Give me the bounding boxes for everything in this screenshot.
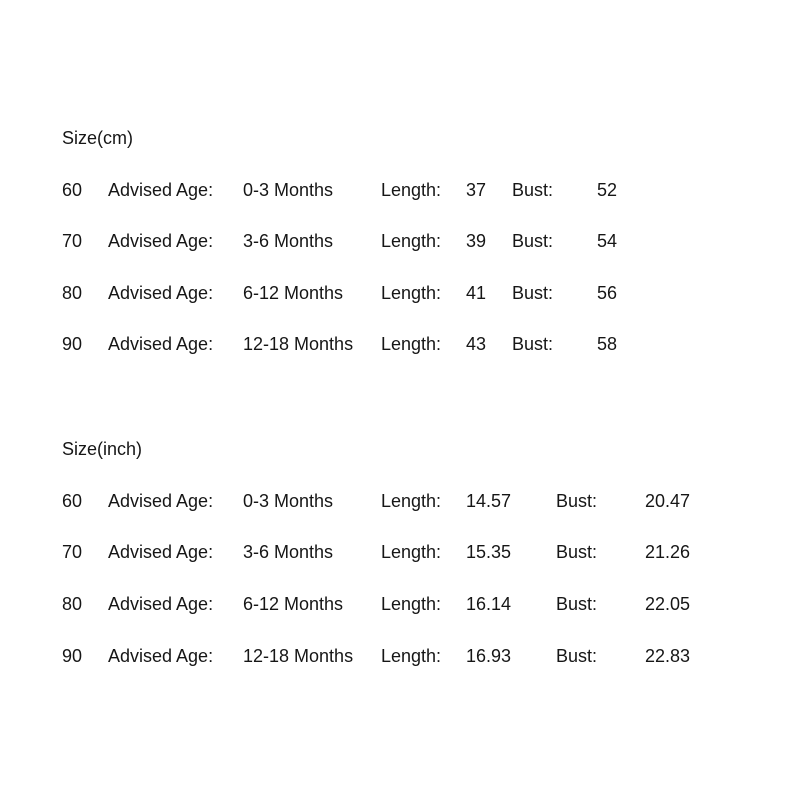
bust-value: 21.26	[645, 542, 691, 562]
size-value: 80	[62, 594, 83, 614]
age-value: 0-3 Months	[243, 491, 334, 511]
length-value: 15.35	[466, 542, 512, 562]
table-row	[0, 646, 800, 667]
table-row	[0, 491, 800, 512]
table-row	[0, 542, 800, 563]
age-value: 6-12 Months	[243, 283, 344, 303]
size-value: 70	[62, 542, 83, 562]
section-title-cm: Size(cm)	[62, 128, 133, 148]
bust-label: Bust:	[556, 491, 598, 511]
size-value: 90	[62, 646, 83, 666]
length-value: 14.57	[466, 491, 512, 511]
length-label: Length:	[381, 646, 442, 666]
section-title-inch: Size(inch)	[62, 439, 143, 459]
length-value: 16.14	[466, 594, 512, 614]
age-value: 12-18 Months	[243, 334, 354, 354]
bust-value: 22.83	[645, 646, 691, 666]
age-label: Advised Age:	[108, 283, 214, 303]
table-row	[0, 594, 800, 615]
size-value: 60	[62, 180, 83, 200]
table-row	[0, 180, 800, 201]
length-label: Length:	[381, 334, 442, 354]
age-value: 0-3 Months	[243, 180, 334, 200]
size-value: 90	[62, 334, 83, 354]
bust-value: 52	[597, 180, 618, 200]
bust-label: Bust:	[512, 180, 554, 200]
age-label: Advised Age:	[108, 646, 214, 666]
age-value: 6-12 Months	[243, 594, 344, 614]
bust-label: Bust:	[556, 542, 598, 562]
length-value: 43	[466, 334, 487, 354]
age-value: 12-18 Months	[243, 646, 354, 666]
bust-value: 22.05	[645, 594, 691, 614]
length-value: 16.93	[466, 646, 512, 666]
length-label: Length:	[381, 231, 442, 251]
table-row	[0, 231, 800, 252]
length-label: Length:	[381, 542, 442, 562]
age-label: Advised Age:	[108, 594, 214, 614]
size-value: 60	[62, 491, 83, 511]
age-value: 3-6 Months	[243, 231, 334, 251]
length-value: 41	[466, 283, 487, 303]
age-label: Advised Age:	[108, 231, 214, 251]
table-row	[0, 283, 800, 304]
bust-label: Bust:	[512, 231, 554, 251]
size-value: 80	[62, 283, 83, 303]
length-value: 39	[466, 231, 487, 251]
bust-label: Bust:	[512, 334, 554, 354]
length-label: Length:	[381, 283, 442, 303]
age-value: 3-6 Months	[243, 542, 334, 562]
age-label: Advised Age:	[108, 334, 214, 354]
bust-value: 20.47	[645, 491, 691, 511]
bust-value: 58	[597, 334, 618, 354]
table-row	[0, 334, 800, 355]
bust-label: Bust:	[556, 594, 598, 614]
length-value: 37	[466, 180, 487, 200]
bust-value: 54	[597, 231, 618, 251]
size-value: 70	[62, 231, 83, 251]
length-label: Length:	[381, 180, 442, 200]
age-label: Advised Age:	[108, 491, 214, 511]
bust-label: Bust:	[512, 283, 554, 303]
length-label: Length:	[381, 491, 442, 511]
bust-value: 56	[597, 283, 618, 303]
age-label: Advised Age:	[108, 542, 214, 562]
bust-label: Bust:	[556, 646, 598, 666]
age-label: Advised Age:	[108, 180, 214, 200]
length-label: Length:	[381, 594, 442, 614]
